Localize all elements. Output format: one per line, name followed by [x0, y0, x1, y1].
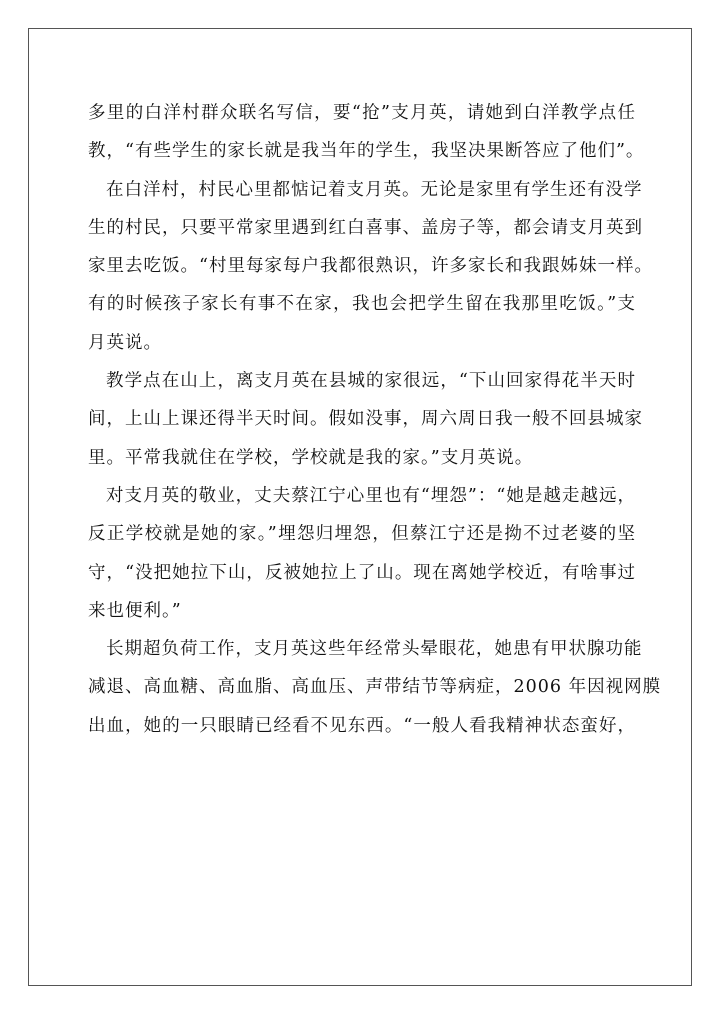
- text-line: 减退、高血糖、高血脂、高血压、声带结节等病症，2006 年因视网膜: [88, 677, 662, 698]
- text-line: 反正学校就是她的家。”埋怨归埋怨，但蔡江宁还是拗不过老婆的坚: [88, 524, 636, 545]
- text-line: 来也便利。”: [88, 600, 182, 621]
- text-line: 对支月英的敬业，丈夫蔡江宁心里也有“埋怨”：“她是越走越远，: [106, 485, 636, 506]
- text-line: 里。平常我就住在学校，学校就是我的家。”支月英说。: [88, 447, 534, 468]
- text-line: 家里去吃饭。“村里每家每户我都很熟识，许多家长和我跟姊妹一样。: [88, 256, 653, 277]
- text-line: 教学点在山上，离支月英在县城的家很远，“下山回家得花半天时: [106, 371, 636, 392]
- text-line: 守，“没把她拉下山，反被她拉上了山。现在离她学校近，有啥事过: [88, 562, 636, 583]
- text-line: 生的村民，只要平常家里遇到红白喜事、盖房子等，都会请支月英到: [88, 217, 643, 238]
- text-line: 月英说。: [88, 332, 162, 353]
- text-line: 多里的白洋村群众联名写信，要“抢”支月英，请她到白洋教学点任: [88, 103, 636, 123]
- text-line: 间，上山上课还得半天时间。假如没事，周六周日我一般不回县城家: [88, 409, 643, 430]
- text-line: 长期超负荷工作，支月英这些年经常头晕眼花，她患有甲状腺功能: [106, 639, 643, 660]
- text-line: 在白洋村，村民心里都惦记着支月英。无论是家里有学生还有没学: [106, 179, 643, 200]
- text-line: 有的时候孩子家长有事不在家，我也会把学生留在我那里吃饭。”支: [88, 294, 636, 315]
- text-line: 出血，她的一只眼睛已经看不见东西。“一般人看我精神状态蛮好，: [88, 715, 636, 736]
- text-line: 教，“有些学生的家长就是我当年的学生，我坚决果断答应了他们”。: [88, 141, 645, 162]
- document-body: [88, 94, 662, 745]
